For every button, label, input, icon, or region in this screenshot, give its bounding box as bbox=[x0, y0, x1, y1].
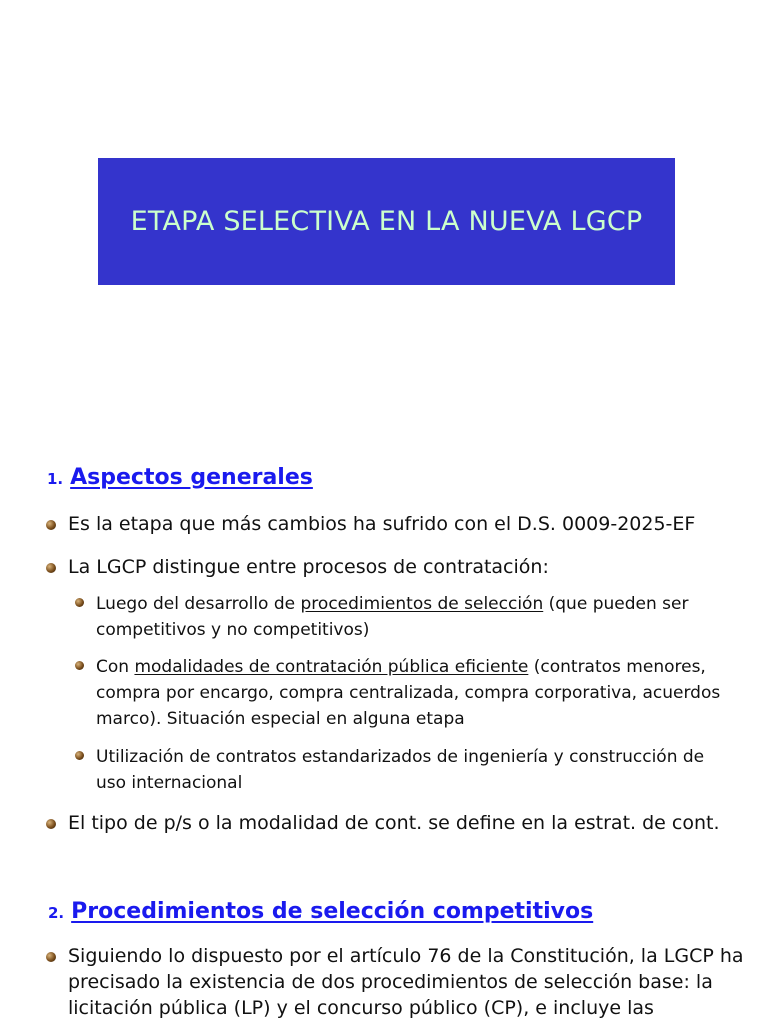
bullet-icon bbox=[75, 751, 84, 760]
sub-bullet-text bbox=[96, 591, 735, 643]
bullet-icon bbox=[46, 952, 56, 962]
bullet-item bbox=[46, 943, 746, 1021]
bullet-text: El tipo de p/s o la modalidad de cont. se define en la estrat. de cont. bbox=[68, 812, 720, 834]
sub-bullet-item bbox=[75, 744, 735, 796]
bullet-item bbox=[46, 511, 746, 537]
bullet-item bbox=[46, 554, 746, 580]
text-segment: (contratos menores, compra por encargo, compra centralizada, compra corporativa, acuerdos marco). Situación especial en alguna etapa bbox=[96, 657, 721, 729]
sub-bullet-text: Utilización de contratos estandarizados de ingeniería y construcción de uso internacional bbox=[96, 747, 705, 793]
section-heading-aspectos-generales bbox=[47, 465, 313, 490]
page-title: ETAPA SELECTIVA EN LA NUEVA LGCP bbox=[130, 206, 643, 237]
text-segment: Luego del desarrollo de bbox=[96, 594, 301, 614]
bullet-icon bbox=[46, 563, 56, 573]
bullet-icon bbox=[75, 598, 84, 607]
bullet-text: Es la etapa que más cambios ha sufrido con el D.S. 0009-2025-EF bbox=[68, 513, 696, 535]
bullet-text: Siguiendo lo dispuesto por el artículo 76 de la Constitución, la LGCP ha precisado la existencia de dos procedimientos de selección base: la licitación pública (LP) y el concurso público (CP), e incluye las bbox=[68, 945, 744, 1019]
bullet-icon bbox=[46, 520, 56, 530]
section-heading-procedimientos bbox=[48, 899, 593, 924]
sub-bullet-item bbox=[75, 591, 735, 643]
underlined-term: modalidades de contratación pública eficiente bbox=[134, 657, 529, 677]
section-number: 1. bbox=[47, 470, 64, 488]
text-segment: (que pueden ser competitivos y no competitivos) bbox=[96, 594, 689, 640]
bullet-icon bbox=[75, 661, 84, 670]
underlined-term: procedimientos de selección bbox=[300, 594, 544, 614]
title-banner bbox=[98, 158, 675, 285]
text-segment: Con bbox=[96, 657, 135, 677]
section-number: 2. bbox=[48, 904, 65, 922]
bullet-icon bbox=[46, 819, 56, 829]
sub-bullet-item bbox=[75, 654, 735, 732]
sub-bullet-text bbox=[96, 654, 735, 732]
section-title: Procedimientos de selección competitivos bbox=[71, 899, 594, 924]
bullet-text: La LGCP distingue entre procesos de contratación: bbox=[68, 556, 549, 578]
section-title: Aspectos generales bbox=[70, 465, 313, 490]
bullet-item bbox=[46, 810, 756, 836]
